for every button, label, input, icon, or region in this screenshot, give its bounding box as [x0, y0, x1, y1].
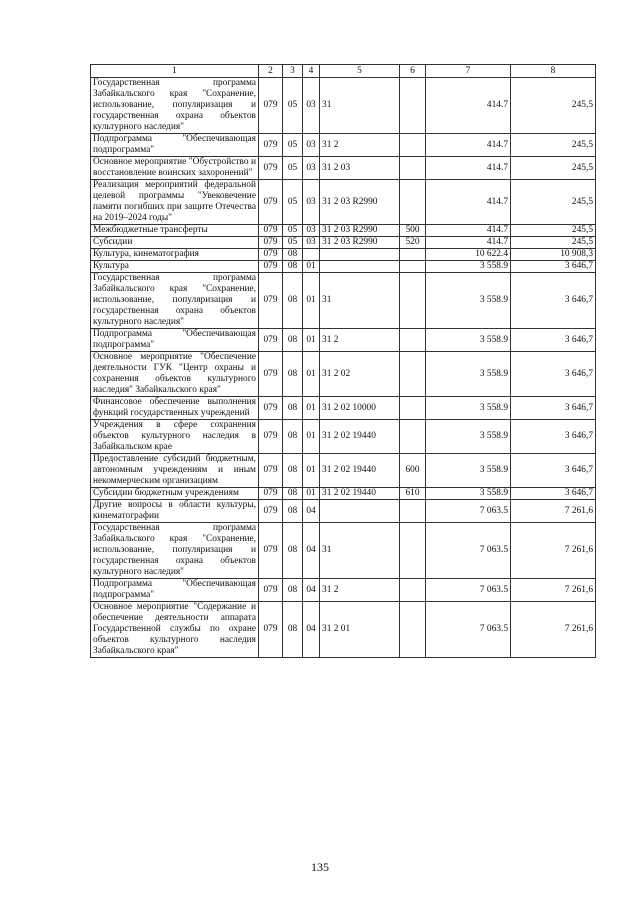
cell-section-code: 08 [283, 249, 303, 261]
cell-subsection-code: 01 [303, 420, 320, 454]
cell-amount-2: 7 261,6 [511, 602, 596, 658]
table-row [91, 352, 596, 397]
cell-amount-1: 7 063.5 [426, 579, 511, 602]
cell-section-code: 08 [283, 261, 303, 273]
cell-amount-1: 414.7 [426, 237, 511, 249]
cell-amount-1: 414.7 [426, 157, 511, 180]
cell-amount-2: 7 261,6 [511, 579, 596, 602]
cell-target-article: 31 [320, 523, 400, 579]
header-cell: 6 [400, 65, 426, 78]
cell-section-code: 05 [283, 180, 303, 225]
cell-name: Межбюджетные трансферты [91, 225, 259, 237]
cell-amount-2: 245,5 [511, 157, 596, 180]
cell-amount-2: 3 646,7 [511, 454, 596, 488]
cell-amount-1: 3 558.9 [426, 352, 511, 397]
cell-subsection-code: 01 [303, 454, 320, 488]
cell-name: Государственная программа Забайкальского края "Сохранение, использование, популяризация и государственная охрана объектов культурного наследия" [91, 78, 259, 134]
cell-ministry-code: 079 [259, 488, 283, 500]
table-row [91, 329, 596, 352]
cell-subsection-code: 04 [303, 602, 320, 658]
cell-expense-type [400, 329, 426, 352]
table-body [91, 65, 596, 658]
cell-amount-1: 3 558.9 [426, 261, 511, 273]
cell-target-article [320, 500, 400, 523]
cell-target-article: 31 2 03 R2990 [320, 237, 400, 249]
table-row [91, 397, 596, 420]
cell-expense-type [400, 261, 426, 273]
cell-ministry-code: 079 [259, 397, 283, 420]
cell-ministry-code: 079 [259, 420, 283, 454]
header-cell: 3 [283, 65, 303, 78]
cell-section-code: 08 [283, 329, 303, 352]
cell-subsection-code: 03 [303, 134, 320, 157]
cell-subsection-code: 03 [303, 237, 320, 249]
cell-expense-type [400, 249, 426, 261]
cell-target-article: 31 2 02 19440 [320, 420, 400, 454]
cell-target-article: 31 2 01 [320, 602, 400, 658]
cell-ministry-code: 079 [259, 352, 283, 397]
table-row [91, 523, 596, 579]
cell-ministry-code: 079 [259, 273, 283, 329]
cell-expense-type [400, 523, 426, 579]
cell-amount-2: 7 261,6 [511, 523, 596, 579]
cell-subsection-code: 01 [303, 397, 320, 420]
table-row [91, 180, 596, 225]
cell-ministry-code: 079 [259, 237, 283, 249]
table-row [91, 249, 596, 261]
cell-expense-type [400, 180, 426, 225]
cell-name: Подпрограмма "Обеспечивающая подпрограмма" [91, 329, 259, 352]
cell-section-code: 08 [283, 488, 303, 500]
cell-target-article: 31 2 02 19440 [320, 488, 400, 500]
table-row [91, 261, 596, 273]
cell-amount-2: 245,5 [511, 225, 596, 237]
cell-amount-2: 3 646,7 [511, 488, 596, 500]
cell-expense-type: 520 [400, 237, 426, 249]
cell-ministry-code: 079 [259, 78, 283, 134]
cell-amount-2: 3 646,7 [511, 352, 596, 397]
table-row [91, 488, 596, 500]
header-cell: 2 [259, 65, 283, 78]
cell-section-code: 05 [283, 134, 303, 157]
header-cell: 1 [91, 65, 259, 78]
cell-amount-1: 3 558.9 [426, 397, 511, 420]
cell-amount-1: 3 558.9 [426, 273, 511, 329]
header-cell: 8 [511, 65, 596, 78]
cell-name: Учреждения в сфере сохранения объектов культурного наследия в Забайкальском крае [91, 420, 259, 454]
cell-target-article: 31 2 03 R2990 [320, 180, 400, 225]
cell-subsection-code: 03 [303, 78, 320, 134]
cell-subsection-code: 03 [303, 225, 320, 237]
cell-name: Реализация мероприятий федеральной целевой программы "Увековечение памяти погибших при защите Отечества на 2019–2024 годы" [91, 180, 259, 225]
budget-table [90, 64, 596, 658]
cell-name: Государственная программа Забайкальского края "Сохранение, использование, популяризация и государственная охрана объектов культурного наследия" [91, 273, 259, 329]
cell-name: Основное мероприятие "Содержание и обеспечение деятельности аппарата Государственной службы по охране объектов культурного наследия Забайкальского края" [91, 602, 259, 658]
cell-name: Основное мероприятие "Обеспечение деятельности ГУК "Центр охраны и сохранения объектов культурного наследия" Забайкальского края" [91, 352, 259, 397]
cell-target-article: 31 2 02 19440 [320, 454, 400, 488]
table-row [91, 602, 596, 658]
cell-ministry-code: 079 [259, 249, 283, 261]
cell-subsection-code: 04 [303, 579, 320, 602]
table-row [91, 134, 596, 157]
cell-section-code: 08 [283, 454, 303, 488]
cell-section-code: 08 [283, 602, 303, 658]
cell-expense-type [400, 134, 426, 157]
cell-expense-type: 500 [400, 225, 426, 237]
cell-section-code: 08 [283, 397, 303, 420]
cell-amount-2: 3 646,7 [511, 420, 596, 454]
cell-amount-2: 245,5 [511, 78, 596, 134]
table-header-row [91, 65, 596, 78]
cell-ministry-code: 079 [259, 454, 283, 488]
cell-expense-type [400, 157, 426, 180]
table-row [91, 420, 596, 454]
cell-expense-type: 610 [400, 488, 426, 500]
cell-ministry-code: 079 [259, 329, 283, 352]
cell-amount-1: 3 558.9 [426, 488, 511, 500]
cell-name: Культура [91, 261, 259, 273]
cell-amount-1: 414.7 [426, 225, 511, 237]
table-row [91, 454, 596, 488]
cell-subsection-code: 01 [303, 261, 320, 273]
cell-target-article: 31 [320, 273, 400, 329]
table-row [91, 225, 596, 237]
cell-section-code: 05 [283, 225, 303, 237]
cell-amount-2: 3 646,7 [511, 329, 596, 352]
cell-ministry-code: 079 [259, 134, 283, 157]
cell-amount-1: 414.7 [426, 180, 511, 225]
cell-target-article: 31 2 03 [320, 157, 400, 180]
cell-amount-1: 3 558.9 [426, 420, 511, 454]
cell-target-article: 31 2 02 [320, 352, 400, 397]
cell-expense-type [400, 397, 426, 420]
cell-ministry-code: 079 [259, 500, 283, 523]
cell-subsection-code [303, 249, 320, 261]
cell-expense-type [400, 78, 426, 134]
cell-expense-type [400, 273, 426, 329]
cell-section-code: 08 [283, 273, 303, 329]
table-row [91, 579, 596, 602]
table-row [91, 500, 596, 523]
cell-name: Субсидии бюджетным учреждениям [91, 488, 259, 500]
cell-target-article: 31 2 [320, 579, 400, 602]
cell-subsection-code: 01 [303, 488, 320, 500]
cell-amount-2: 245,5 [511, 180, 596, 225]
cell-section-code: 08 [283, 579, 303, 602]
cell-amount-2: 3 646,7 [511, 273, 596, 329]
cell-subsection-code: 03 [303, 180, 320, 225]
cell-amount-2: 245,5 [511, 237, 596, 249]
cell-section-code: 08 [283, 523, 303, 579]
header-cell: 7 [426, 65, 511, 78]
cell-amount-2: 245,5 [511, 134, 596, 157]
cell-target-article [320, 249, 400, 261]
cell-section-code: 08 [283, 500, 303, 523]
cell-target-article: 31 2 03 R2990 [320, 225, 400, 237]
cell-target-article: 31 2 02 10000 [320, 397, 400, 420]
cell-name: Подпрограмма "Обеспечивающая подпрограмма" [91, 134, 259, 157]
cell-name: Предоставление субсидий бюджетным, автономным учреждениям и иным некоммерческим организациям [91, 454, 259, 488]
cell-ministry-code: 079 [259, 602, 283, 658]
cell-name: Государственная программа Забайкальского края "Сохранение, использование, популяризация и государственная охрана объектов культурного наследия" [91, 523, 259, 579]
header-cell: 5 [320, 65, 400, 78]
cell-expense-type [400, 352, 426, 397]
cell-subsection-code: 01 [303, 329, 320, 352]
cell-name: Культура, кинематография [91, 249, 259, 261]
cell-name: Субсидии [91, 237, 259, 249]
cell-amount-1: 414.7 [426, 78, 511, 134]
cell-expense-type: 600 [400, 454, 426, 488]
cell-section-code: 05 [283, 78, 303, 134]
cell-ministry-code: 079 [259, 157, 283, 180]
table-row [91, 78, 596, 134]
cell-target-article [320, 261, 400, 273]
cell-amount-2: 3 646,7 [511, 397, 596, 420]
cell-ministry-code: 079 [259, 261, 283, 273]
cell-amount-1: 3 558.9 [426, 454, 511, 488]
cell-subsection-code: 01 [303, 273, 320, 329]
table-row [91, 237, 596, 249]
cell-ministry-code: 079 [259, 523, 283, 579]
cell-subsection-code: 04 [303, 523, 320, 579]
cell-section-code: 08 [283, 420, 303, 454]
cell-name: Подпрограмма "Обеспечивающая подпрограмма" [91, 579, 259, 602]
cell-amount-1: 414.7 [426, 134, 511, 157]
cell-section-code: 05 [283, 157, 303, 180]
cell-target-article: 31 2 [320, 329, 400, 352]
cell-amount-1: 7 063.5 [426, 500, 511, 523]
cell-ministry-code: 079 [259, 579, 283, 602]
cell-subsection-code: 03 [303, 157, 320, 180]
cell-ministry-code: 079 [259, 225, 283, 237]
cell-expense-type [400, 579, 426, 602]
cell-expense-type [400, 602, 426, 658]
cell-ministry-code: 079 [259, 180, 283, 225]
page-number: 135 [311, 860, 329, 874]
cell-target-article: 31 2 [320, 134, 400, 157]
cell-amount-2: 3 646,7 [511, 261, 596, 273]
cell-target-article: 31 [320, 78, 400, 134]
cell-amount-1: 3 558.9 [426, 329, 511, 352]
cell-amount-1: 7 063.5 [426, 602, 511, 658]
cell-section-code: 05 [283, 237, 303, 249]
cell-expense-type [400, 420, 426, 454]
cell-amount-2: 7 261,6 [511, 500, 596, 523]
cell-expense-type [400, 500, 426, 523]
cell-amount-1: 10 622.4 [426, 249, 511, 261]
cell-amount-1: 7 063.5 [426, 523, 511, 579]
table-row [91, 273, 596, 329]
cell-subsection-code: 01 [303, 352, 320, 397]
header-cell: 4 [303, 65, 320, 78]
cell-name: Другие вопросы в области культуры, кинематографии [91, 500, 259, 523]
cell-section-code: 08 [283, 352, 303, 397]
cell-name: Основное мероприятие "Обустройство и восстановление воинских захоронений" [91, 157, 259, 180]
cell-amount-2: 10 908,3 [511, 249, 596, 261]
table-row [91, 157, 596, 180]
cell-name: Финансовое обеспечение выполнения функций государственных учреждений [91, 397, 259, 420]
cell-subsection-code: 04 [303, 500, 320, 523]
